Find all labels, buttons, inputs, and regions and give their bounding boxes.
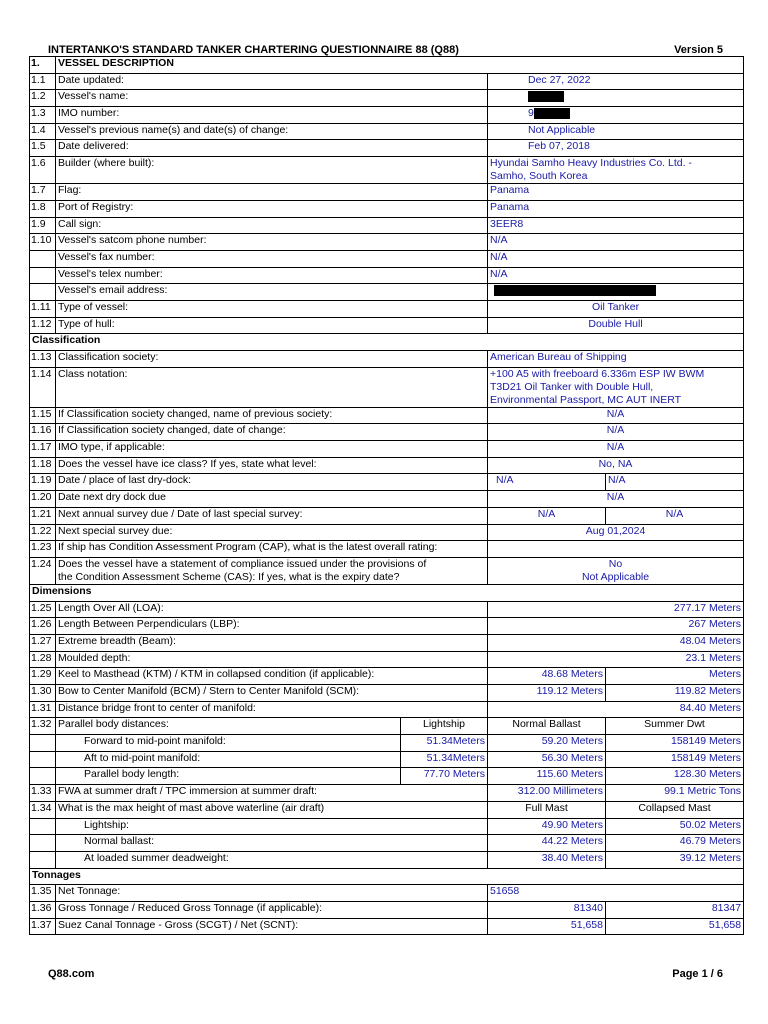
date-updated-value: Dec 27, 2022 <box>488 73 744 90</box>
row-number: 1.10 <box>30 234 56 251</box>
row-number: 1.3 <box>30 107 56 124</box>
row-label: Vessel's fax number: <box>56 250 488 267</box>
row-label: Bow to Center Manifold (BCM) / Stern to Center Manifold (SCM): <box>56 685 488 702</box>
last-dry-dock-date-value: N/A <box>488 474 606 491</box>
row-number: 1.20 <box>30 491 56 508</box>
col-header-collapsed-mast: Collapsed Mast <box>606 801 744 818</box>
row-label: IMO number: <box>56 107 488 124</box>
row-date-updated <box>30 73 744 90</box>
row-suez-tonnage <box>30 918 744 935</box>
row-label: Flag: <box>56 184 488 201</box>
row-number <box>30 735 56 752</box>
suez-net-value: 51,658 <box>606 918 744 935</box>
row-society-change-date <box>30 424 744 441</box>
row-label: Date delivered: <box>56 140 488 157</box>
row-bcm-scm <box>30 685 744 702</box>
row-port-of-registry <box>30 200 744 217</box>
row-ice-class <box>30 457 744 474</box>
row-label: Moulded depth: <box>56 651 488 668</box>
summer-dwt-value: 158149 Meters <box>606 751 744 768</box>
section-title: Tonnages <box>30 868 744 885</box>
row-label: Length Over All (LOA): <box>56 601 488 618</box>
next-special-survey-value: Aug 01,2024 <box>488 524 744 541</box>
summer-dwt-value: 128.30 Meters <box>606 768 744 785</box>
bcm-value: 119.12 Meters <box>488 685 606 702</box>
row-label: At loaded summer deadweight: <box>56 851 488 868</box>
row-label: Date updated: <box>56 73 488 90</box>
classification-society-value: American Bureau of Shipping <box>488 351 744 368</box>
cas-statement-value <box>488 557 744 584</box>
col-header-lightship: Lightship <box>401 718 488 735</box>
row-number: 1.5 <box>30 140 56 157</box>
section-title: Classification <box>30 334 744 351</box>
row-number: 1.23 <box>30 541 56 558</box>
row-label: Parallel body length: <box>56 768 401 785</box>
telex-number-value: N/A <box>488 267 744 284</box>
row-label: Vessel's name: <box>56 90 488 107</box>
row-number: 1.26 <box>30 618 56 635</box>
section-classification <box>30 334 744 351</box>
row-call-sign <box>30 217 744 234</box>
port-of-registry-value: Panama <box>488 200 744 217</box>
row-satcom-phone <box>30 234 744 251</box>
lightship-value: 51.34Meters <box>401 735 488 752</box>
row-parallel-body-header <box>30 718 744 735</box>
row-forward-to-manifold <box>30 735 744 752</box>
col-header-full-mast: Full Mast <box>488 801 606 818</box>
class-notation-line-2: T3D21 Oil Tanker with Double Hull, <box>490 380 654 393</box>
row-number: 1.25 <box>30 601 56 618</box>
row-number: 1.28 <box>30 651 56 668</box>
section-title: VESSEL DESCRIPTION <box>56 57 744 74</box>
row-number: 1.11 <box>30 300 56 317</box>
row-label: Net Tonnage: <box>56 885 488 902</box>
row-number: 1.30 <box>30 685 56 702</box>
ice-class-value: No, NA <box>488 457 744 474</box>
beam-value: 48.04 Meters <box>488 634 744 651</box>
row-last-dry-dock <box>30 474 744 491</box>
row-label: Date next dry dock due <box>56 491 488 508</box>
satcom-phone-value: N/A <box>488 234 744 251</box>
row-number: 1.33 <box>30 785 56 802</box>
row-next-dry-dock <box>30 491 744 508</box>
flag-value: Panama <box>488 184 744 201</box>
row-label: Next special survey due: <box>56 524 488 541</box>
cas-statement-line-2: Not Applicable <box>581 570 650 583</box>
row-label: Normal ballast: <box>56 835 488 852</box>
row-label: Extreme breadth (Beam): <box>56 634 488 651</box>
row-imo-number <box>30 107 744 124</box>
class-notation-line-1: +100 A5 with freeboard 6.336m ESP IW BWM <box>490 367 705 380</box>
document-title: INTERTANKO'S STANDARD TANKER CHARTERING QUESTIONNAIRE 88 (Q88) <box>48 44 459 56</box>
row-number: 1.36 <box>30 901 56 918</box>
next-annual-survey-value: N/A <box>488 507 606 524</box>
document-footer <box>48 968 723 982</box>
row-label: Class notation: <box>56 367 488 407</box>
row-label: Next annual survey due / Date of last special survey: <box>56 507 488 524</box>
row-number: 1.35 <box>30 885 56 902</box>
row-label: Gross Tonnage / Reduced Gross Tonnage (if applicable): <box>56 901 488 918</box>
row-label: Vessel's telex number: <box>56 267 488 284</box>
normal-ballast-value: 115.60 Meters <box>488 768 606 785</box>
row-type-of-vessel <box>30 300 744 317</box>
redaction-block <box>534 108 570 119</box>
row-label: FWA at summer draft / TPC immersion at summer draft: <box>56 785 488 802</box>
normal-ballast-value: 56.30 Meters <box>488 751 606 768</box>
collapsed-mast-value: 50.02 Meters <box>606 818 744 835</box>
row-net-tonnage <box>30 885 744 902</box>
row-number <box>30 284 56 301</box>
row-number: 1.29 <box>30 668 56 685</box>
row-label: What is the max height of mast above waterline (air draft) <box>56 801 488 818</box>
tpc-value: 99.1 Metric Tons <box>606 785 744 802</box>
row-label: Vessel's email address: <box>56 284 488 301</box>
row-air-draft-header <box>30 801 744 818</box>
collapsed-mast-value: 46.79 Meters <box>606 835 744 852</box>
last-dry-dock-place-value: N/A <box>606 474 744 491</box>
builder-line-1: Hyundai Samho Heavy Industries Co. Ltd. - <box>490 157 692 170</box>
row-moulded-depth <box>30 651 744 668</box>
gross-tonnage-value: 81340 <box>488 901 606 918</box>
row-label: Suez Canal Tonnage - Gross (SCGT) / Net (SCNT): <box>56 918 488 935</box>
version-label: Version 5 <box>674 44 723 56</box>
vessel-name-value <box>488 90 744 107</box>
ktm-value: 48.68 Meters <box>488 668 606 685</box>
ktm-collapsed-value: Meters <box>606 668 744 685</box>
section-dimensions <box>30 584 744 601</box>
previous-society-value: N/A <box>488 407 744 424</box>
date-delivered-value: Feb 07, 2018 <box>488 140 744 157</box>
loa-value: 277.17 Meters <box>488 601 744 618</box>
row-ktm <box>30 668 744 685</box>
row-number: 1.18 <box>30 457 56 474</box>
row-number: 1.27 <box>30 634 56 651</box>
row-label: Type of hull: <box>56 317 488 334</box>
row-next-special-survey <box>30 524 744 541</box>
row-previous-society <box>30 407 744 424</box>
lightship-value: 77.70 Meters <box>401 768 488 785</box>
row-air-draft-loaded <box>30 851 744 868</box>
redaction-block <box>494 285 656 296</box>
row-label: If ship has Condition Assessment Program (CAP), what is the latest overall rating: <box>56 541 488 558</box>
row-beam <box>30 634 744 651</box>
suez-gross-value: 51,658 <box>488 918 606 935</box>
row-email-address <box>30 284 744 301</box>
lbp-value: 267 Meters <box>488 618 744 635</box>
section-tonnages <box>30 868 744 885</box>
row-air-draft-ballast <box>30 835 744 852</box>
row-number: 1.9 <box>30 217 56 234</box>
row-number <box>30 835 56 852</box>
row-number: 1.15 <box>30 407 56 424</box>
full-mast-value: 49.90 Meters <box>488 818 606 835</box>
row-cap-rating <box>30 541 744 558</box>
imo-prefix: 9 <box>528 107 534 120</box>
row-number <box>30 768 56 785</box>
row-previous-names <box>30 123 744 140</box>
row-label: Classification society: <box>56 351 488 368</box>
moulded-depth-value: 23.1 Meters <box>488 651 744 668</box>
row-gross-tonnage <box>30 901 744 918</box>
cap-rating-value <box>488 541 744 558</box>
row-number <box>30 751 56 768</box>
fax-number-value: N/A <box>488 250 744 267</box>
row-number: 1.2 <box>30 90 56 107</box>
normal-ballast-value: 59.20 Meters <box>488 735 606 752</box>
row-label: IMO type, if applicable: <box>56 441 488 458</box>
row-label: Distance bridge front to center of manifold: <box>56 701 488 718</box>
row-label: Vessel's previous name(s) and date(s) of change: <box>56 123 488 140</box>
row-telex-number <box>30 267 744 284</box>
row-loa <box>30 601 744 618</box>
imo-type-value: N/A <box>488 441 744 458</box>
row-label: Lightship: <box>56 818 488 835</box>
row-number: 1.4 <box>30 123 56 140</box>
collapsed-mast-value: 39.12 Meters <box>606 851 744 868</box>
row-fwa-tpc <box>30 785 744 802</box>
imo-number-value <box>488 107 744 124</box>
row-number: 1.8 <box>30 200 56 217</box>
section-title: Dimensions <box>30 584 744 601</box>
row-number: 1.14 <box>30 367 56 407</box>
society-change-date-value: N/A <box>488 424 744 441</box>
row-number <box>30 818 56 835</box>
row-number: 1.1 <box>30 73 56 90</box>
row-air-draft-lightship <box>30 818 744 835</box>
row-number: 1.7 <box>30 184 56 201</box>
row-label: Vessel's satcom phone number: <box>56 234 488 251</box>
row-label: If Classification society changed, date of change: <box>56 424 488 441</box>
row-label: Type of vessel: <box>56 300 488 317</box>
class-notation-line-3: Environmental Passport, MC AUT INERT <box>490 393 682 406</box>
row-flag <box>30 184 744 201</box>
call-sign-value: 3EER8 <box>488 217 744 234</box>
row-number: 1.16 <box>30 424 56 441</box>
row-number: 1.31 <box>30 701 56 718</box>
row-label-line-2: the Condition Assessment Scheme (CAS): If yes, what is the expiry date? <box>58 570 400 583</box>
row-annual-survey <box>30 507 744 524</box>
row-parallel-body-length <box>30 768 744 785</box>
row-label: Forward to mid-point manifold: <box>56 735 401 752</box>
row-vessel-name <box>30 90 744 107</box>
col-header-summer-dwt: Summer Dwt <box>606 718 744 735</box>
row-label: Keel to Masthead (KTM) / KTM in collapsed condition (if applicable): <box>56 668 488 685</box>
row-number: 1.32 <box>30 718 56 735</box>
lightship-value: 51.34Meters <box>401 751 488 768</box>
class-notation-value <box>488 367 744 407</box>
row-number: 1.34 <box>30 801 56 818</box>
row-number: 1.12 <box>30 317 56 334</box>
email-address-value <box>488 284 744 301</box>
row-number: 1.24 <box>30 557 56 584</box>
row-number <box>30 267 56 284</box>
row-label: Date / place of last dry-dock: <box>56 474 488 491</box>
reduced-gross-tonnage-value: 81347 <box>606 901 744 918</box>
full-mast-value: 44.22 Meters <box>488 835 606 852</box>
row-label <box>56 557 488 584</box>
row-fax-number <box>30 250 744 267</box>
row-lbp <box>30 618 744 635</box>
row-classification-society <box>30 351 744 368</box>
type-of-hull-value: Double Hull <box>488 317 744 334</box>
row-number: 1.17 <box>30 441 56 458</box>
row-number: 1.13 <box>30 351 56 368</box>
footer-site: Q88.com <box>48 968 95 980</box>
scm-value: 119.82 Meters <box>606 685 744 702</box>
row-label: Call sign: <box>56 217 488 234</box>
row-type-of-hull <box>30 317 744 334</box>
row-number <box>30 250 56 267</box>
row-label: Port of Registry: <box>56 200 488 217</box>
row-number: 1.21 <box>30 507 56 524</box>
col-header-normal-ballast: Normal Ballast <box>488 718 606 735</box>
page-number: Page 1 / 6 <box>672 968 723 980</box>
type-of-vessel-value: Oil Tanker <box>488 300 744 317</box>
row-label: If Classification society changed, name of previous society: <box>56 407 488 424</box>
fwa-value: 312.00 Millimeters <box>488 785 606 802</box>
next-dry-dock-value: N/A <box>488 491 744 508</box>
bridge-to-manifold-value: 84.40 Meters <box>488 701 744 718</box>
net-tonnage-value: 51658 <box>488 885 744 902</box>
row-number <box>30 851 56 868</box>
row-label: Builder (where built): <box>56 157 488 184</box>
row-number: 1.6 <box>30 157 56 184</box>
row-number: 1.19 <box>30 474 56 491</box>
builder-value <box>488 157 744 184</box>
row-label: Parallel body distances: <box>56 718 401 735</box>
row-label: Aft to mid-point manifold: <box>56 751 401 768</box>
cas-statement-line-1: No <box>608 557 623 570</box>
builder-line-2: Samho, South Korea <box>490 170 588 183</box>
section-number: 1. <box>30 57 56 74</box>
row-label-line-1: Does the vessel have a statement of compliance issued under the provisions of <box>58 557 427 570</box>
row-number: 1.37 <box>30 918 56 935</box>
previous-names-value: Not Applicable <box>488 123 744 140</box>
last-special-survey-value: N/A <box>606 507 744 524</box>
questionnaire-table <box>29 56 744 935</box>
row-builder <box>30 157 744 184</box>
row-cas-statement <box>30 557 744 584</box>
row-aft-to-manifold <box>30 751 744 768</box>
row-bridge-to-manifold <box>30 701 744 718</box>
full-mast-value: 38.40 Meters <box>488 851 606 868</box>
row-label: Does the vessel have ice class? If yes, state what level: <box>56 457 488 474</box>
section-vessel-description <box>30 57 744 74</box>
row-class-notation <box>30 367 744 407</box>
row-date-delivered <box>30 140 744 157</box>
row-imo-type <box>30 441 744 458</box>
row-label: Length Between Perpendiculars (LBP): <box>56 618 488 635</box>
summer-dwt-value: 158149 Meters <box>606 735 744 752</box>
redaction-block <box>528 91 564 102</box>
row-number: 1.22 <box>30 524 56 541</box>
